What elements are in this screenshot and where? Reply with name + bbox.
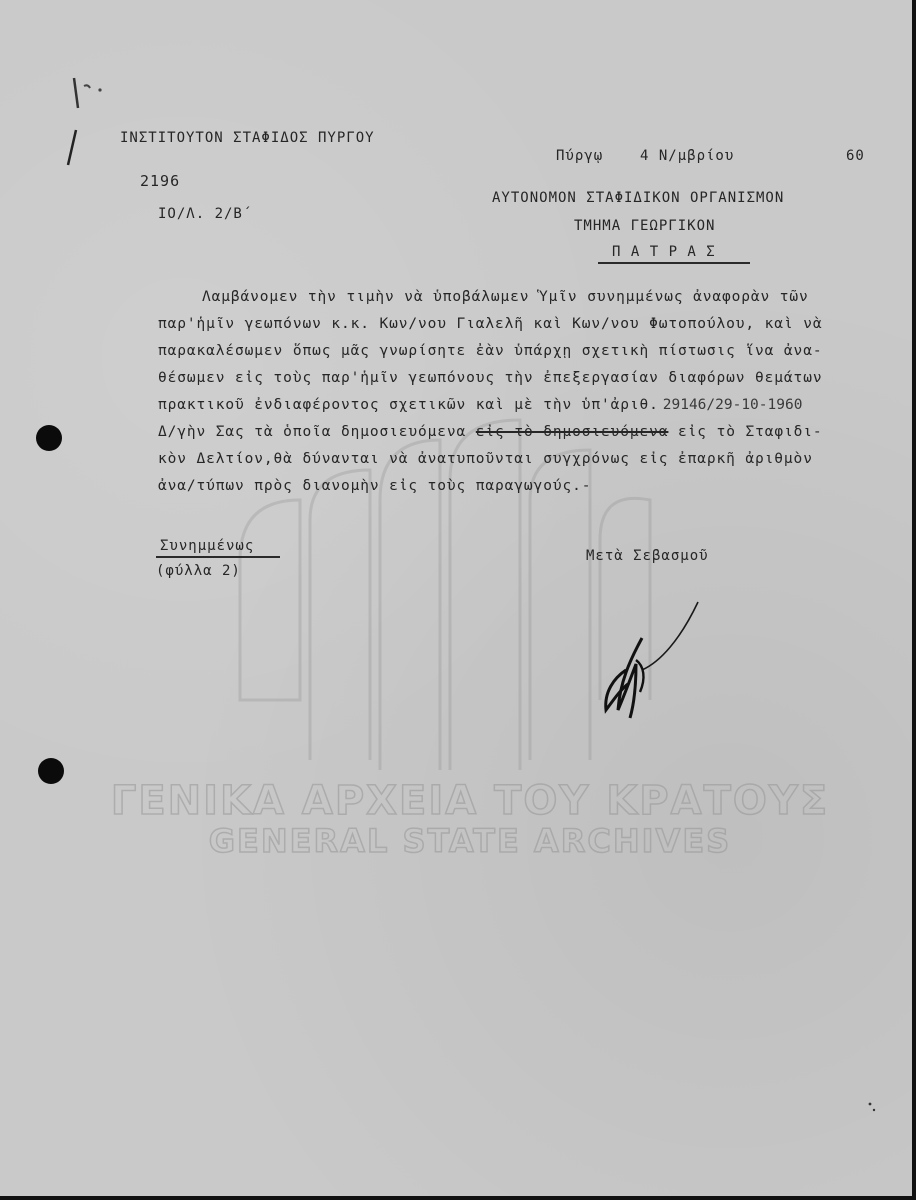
body-line-6-text-a: Δ/γὴν Σας τὰ ὁποῖα δημοσιευόμενα — [158, 424, 467, 440]
punch-hole-bottom — [38, 758, 64, 784]
reference-number-stamp: 29146/29-10-1960 — [662, 397, 803, 413]
recipient-line-3: Π Α Τ Ρ Α Σ — [612, 244, 716, 260]
handwritten-signature — [590, 600, 710, 730]
enclosure-detail: (φύλλα 2) — [156, 563, 241, 579]
body-line-5 — [158, 397, 802, 413]
letter-date: 4 Ν/μβρίου — [640, 148, 735, 164]
recipient-line-1: ΑΥΤΟΝΟΜΟΝ ΣΤΑΦΙΔΙΚΟΝ ΟΡΓΑΝΙΣΜΟΝ — [492, 190, 785, 206]
handwritten-mark — [60, 70, 120, 180]
body-line-2: παρ'ἡμῖν γεωπόνων κ.κ. Κων/νου Γιαλελῆ καὶ Κων/νου Φωτοπούλου, καὶ νὰ — [158, 316, 823, 332]
watermark-greek: ΓΕΝΙΚΑ ΑΡΧΕΙΑ ΤΟΥ ΚΡΑΤΟΥΣ — [110, 778, 830, 824]
institution-name: ΙΝΣΤΙΤΟΥΤΟΝ ΣΤΑΦΙΔΟΣ ΠΥΡΓΟΥ — [120, 130, 375, 146]
speck-mark — [864, 1098, 884, 1118]
body-line-5-text: πρακτικοῦ ἐνδιαφέροντος σχετικῶν καὶ μὲ τὴν ὑπ'ἀριθ. — [158, 397, 659, 413]
body-line-1: Λαμβάνομεν τὴν τιμὴν νὰ ὑποβάλωμεν Ὑμῖν συνημμένως ἀναφορὰν τῶν — [202, 289, 809, 305]
punch-hole-top — [36, 425, 62, 451]
watermark-english: GENERAL STATE ARCHIVES — [208, 822, 732, 860]
body-line-3: παρακαλέσωμεν ὅπως μᾶς γνωρίσητε ἐὰν ὑπάρχῃ σχετικὴ πίστωσις ἵνα ἀνα- — [158, 343, 823, 359]
file-reference: ΙΟ/Λ. 2/Β΄ — [158, 206, 253, 222]
recipient-line-2: ΤΜΗΜΑ ΓΕΩΡΓΙΚΟΝ — [574, 218, 716, 234]
protocol-number: 2196 — [140, 172, 181, 190]
body-line-4: θέσωμεν εἰς τοὺς παρ'ἡμῖν γεωπόνους τὴν ἐπεξεργασίαν διαφόρων θεμάτων — [158, 370, 823, 386]
enclosure-label: Συνημμένως — [160, 538, 255, 554]
struck-through-text: εἰς τὸ δημοσιευόμενα — [475, 424, 669, 440]
enclosure-underline — [156, 556, 280, 558]
letter-year: 60 — [846, 148, 865, 164]
closing-salutation: Μετὰ Σεβασμοῦ — [586, 548, 709, 564]
body-line-8: ἀνα/τύπων πρὸς διανομὴν εἰς τοὺς παραγωγούς.- — [158, 478, 592, 494]
body-line-6 — [158, 424, 823, 440]
recipient-underline — [598, 262, 750, 264]
body-line-7: κὸν Δελτίον,θὰ δύνανται νὰ ἀνατυποῦνται συγχρόνως εἰς ἐπαρκῆ ἀριθμὸν — [158, 451, 813, 467]
body-line-6-text-b: εἰς τὸ Σταφιδι- — [678, 424, 823, 440]
letter-place: Πύργῳ — [556, 148, 604, 164]
